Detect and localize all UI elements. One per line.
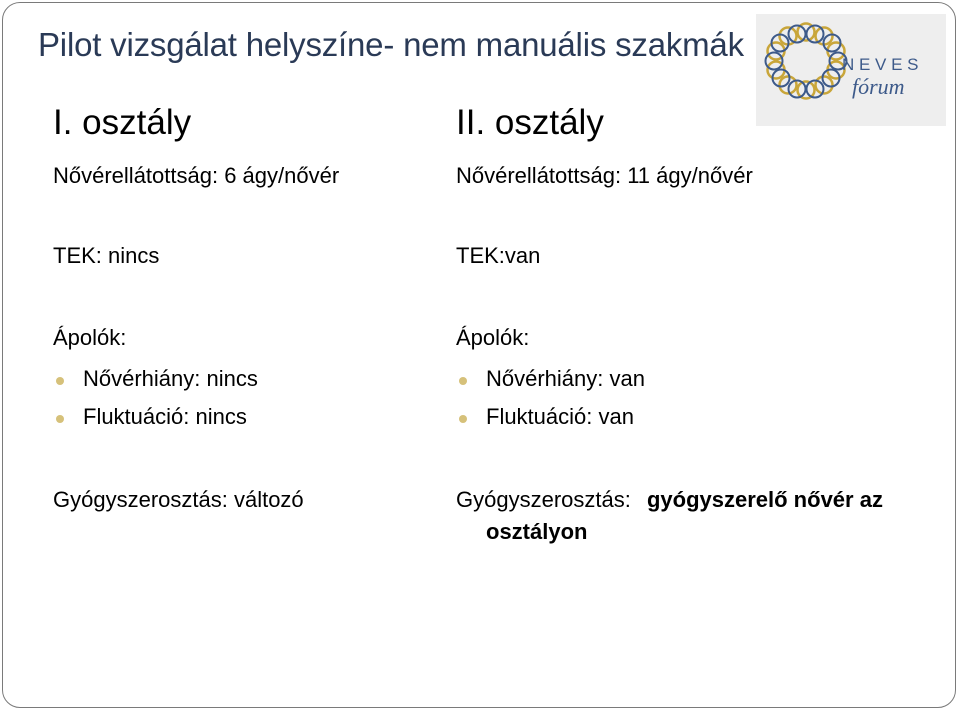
right-heading: II. osztály [456, 103, 604, 142]
right-tek: TEK:van [456, 243, 541, 268]
right-nurses-label: Ápolók: [456, 325, 530, 350]
neves-forum-logo [756, 14, 946, 126]
slide-title: Pilot vizsgálat helyszíne- nem manuális szakmák [38, 26, 744, 63]
logo-text-bottom: fórum [852, 74, 905, 99]
bullet-dot [459, 415, 467, 423]
bullet-dot [459, 377, 467, 385]
left-medication: Gyógyszerosztás: változó [53, 487, 304, 512]
left-tek: TEK: nincs [53, 243, 160, 268]
left-staffing: Nővérellátottság: 6 ágy/nővér [53, 163, 340, 188]
right-medication-label: Gyógyszerosztás: [456, 487, 631, 512]
right-medication-value-cont: osztályon [486, 519, 588, 544]
bullet-dot [56, 377, 64, 385]
left-heading: I. osztály [53, 103, 192, 142]
left-nurses-label: Ápolók: [53, 325, 127, 350]
right-medication-value: gyógyszerelő nővér az [646, 487, 883, 512]
right-staffing: Nővérellátottság: 11 ágy/nővér [456, 163, 753, 188]
logo-text-top: N E V E S [842, 55, 919, 74]
right-medication [456, 487, 883, 513]
bullet-dot [56, 415, 64, 423]
